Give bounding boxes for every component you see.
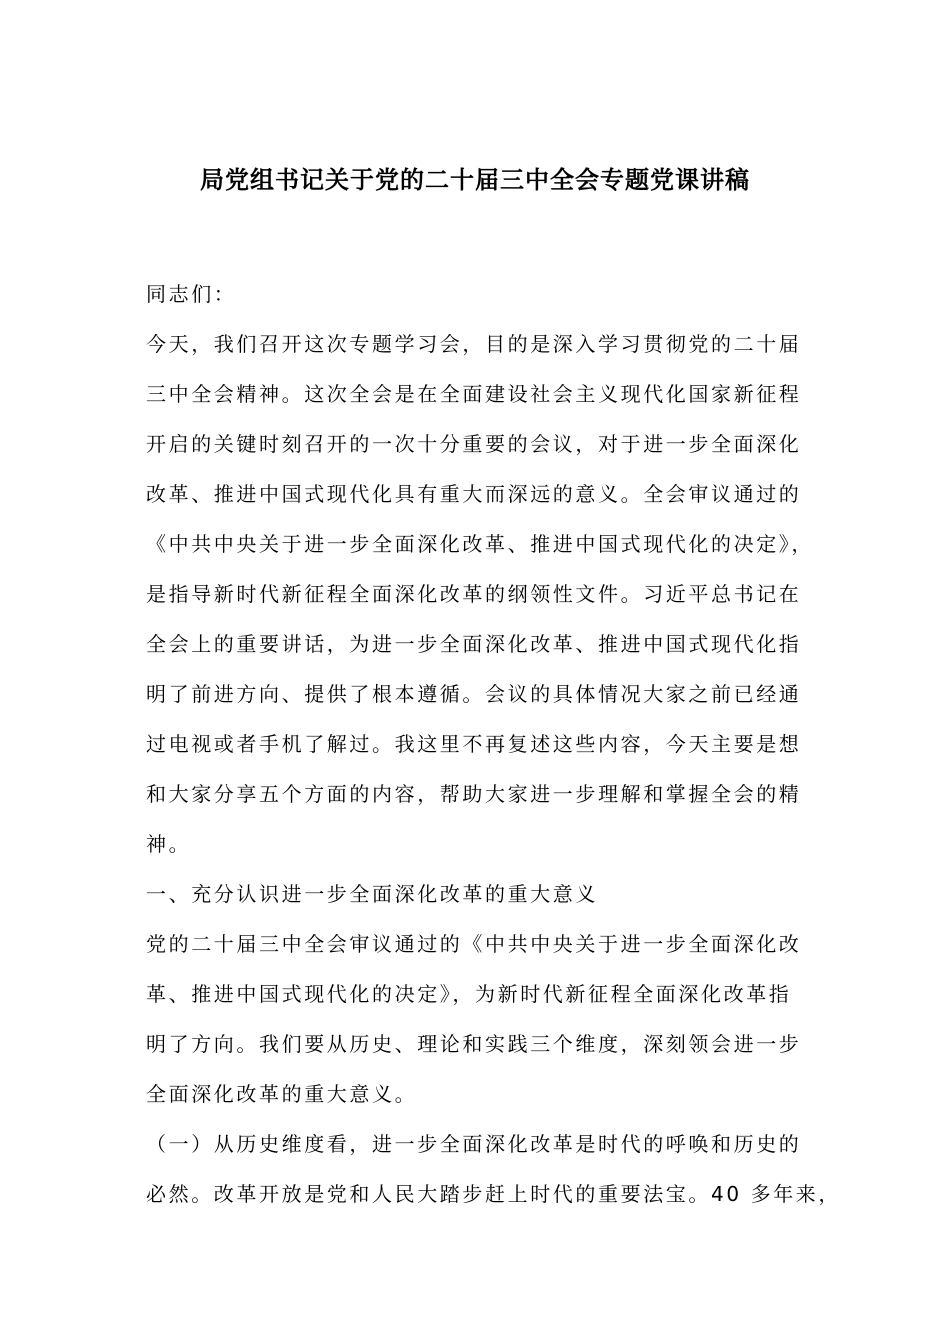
body-line: 神。 [146,832,192,856]
body-line: 必然。改革开放是党和人民大踏步赶上时代的重要法宝。40 多年来， [146,1182,842,1206]
body-line: 开启的关键时刻召开的一次十分重要的会议，对于进一步全面深化 [146,432,802,456]
body-line: 明了方向。我们要从历史、理论和实践三个维度，深刻领会进一步 [146,1032,802,1056]
body-line: 革、推进中国式现代化的决定》，为新时代新征程全面深化改革指 [146,982,792,1006]
body-line: 是指导新时代新征程全面深化改革的纲领性文件。习近平总书记在 [146,582,802,606]
body-line: 今天，我们召开这次专题学习会，目的是深入学习贯彻党的二十届 [146,332,802,356]
body-line: 党的二十届三中全会审议通过的《中共中央关于进一步全面深化改 [146,932,802,956]
section-heading: 一、充分认识进一步全面深化改革的重大意义 [146,882,598,906]
subsection-line: （一）从历史维度看，进一步全面深化改革是时代的呼唤和历史的 [146,1132,802,1156]
body-line: 过电视或者手机了解过。我这里不再复述这些内容，今天主要是想 [146,732,802,756]
body-line: 《中共中央关于进一步全面深化改革、推进中国式现代化的决定》， [146,532,814,556]
body-line: 全面深化改革的重大意义。 [146,1082,418,1106]
body-line: 和大家分享五个方面的内容，帮助大家进一步理解和掌握全会的精 [146,782,802,806]
document-title: 局党组书记关于党的二十届三中全会专题党课讲稿 [200,165,750,194]
body-line: 改革、推进中国式现代化具有重大而深远的意义。全会审议通过的 [146,482,802,506]
body-line: 同志们： [146,282,237,306]
body-line: 全会上的重要讲话，为进一步全面深化改革、推进中国式现代化指 [146,632,802,656]
body-line: 三中全会精神。这次全会是在全面建设社会主义现代化国家新征程 [146,382,802,406]
body-line: 明了前进方向、提供了根本遵循。会议的具体情况大家之前已经通 [146,682,802,706]
